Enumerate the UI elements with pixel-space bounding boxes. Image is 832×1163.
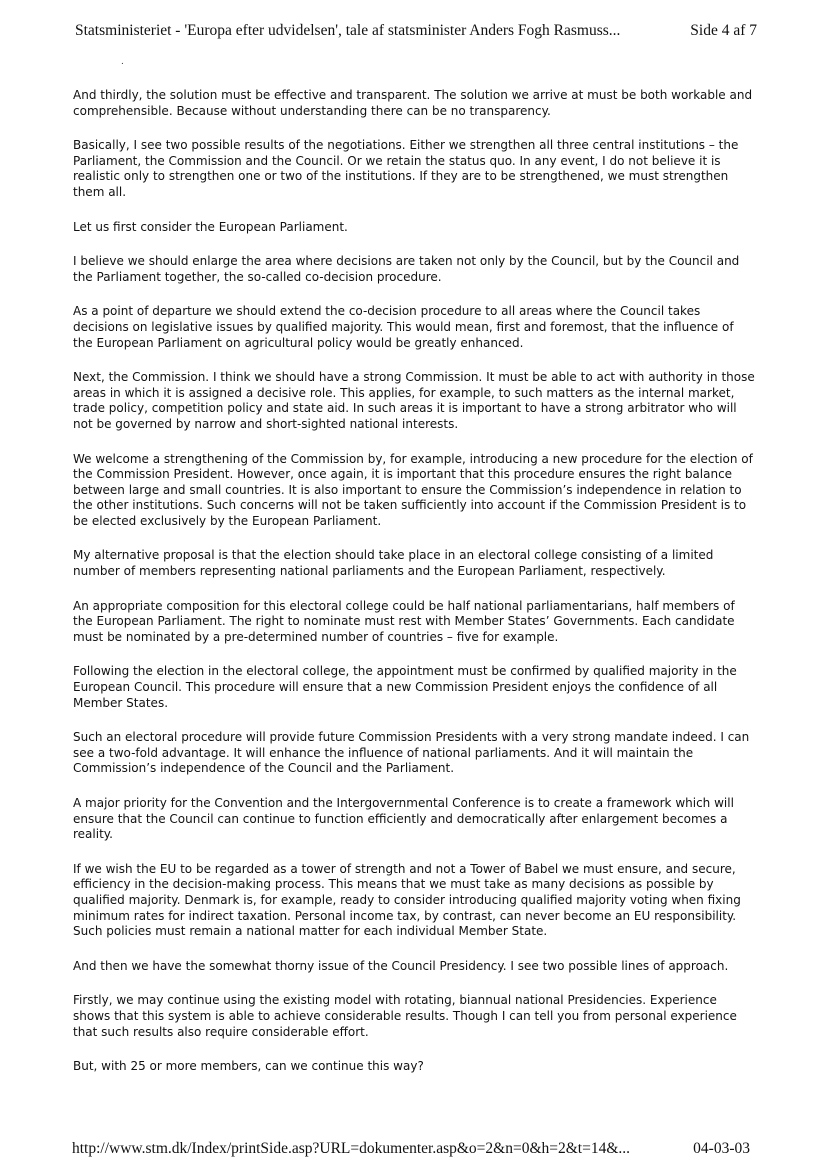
paragraph: Let us first consider the European Parliament. xyxy=(73,219,348,234)
print-date: 04-03-03 xyxy=(693,1140,750,1157)
paragraph: And thirdly, the solution must be effective and transparent. The solution we arrive at must be both workable and comprehensible. Because without understanding there can be no transparency. xyxy=(73,88,753,118)
page-number: Side 4 af 7 xyxy=(690,22,757,39)
page-header xyxy=(75,22,765,44)
paragraph: We welcome a strengthening of the Commission by, for example, introducing a new procedure for the election of the Commission President. However, once again, it is important that this procedure ensures the right balance between large and small countries. It is also important to ensure the Commission’s independence in relation to the other institutions. Such concerns will not be taken sufficiently into account if the Commission President is to be elected exclusively by the European Parliament. xyxy=(73,451,753,528)
paragraph: Such an electoral procedure will provide future Commission Presidents with a very strong mandate indeed. I can see a two-fold advantage. It will enhance the influence of national parliaments. And it will maintain the Commission’s independence of the Council and the Parliament. xyxy=(73,730,750,776)
paragraph: Firstly, we may continue using the existing model with rotating, biannual national Presidencies. Experience shows that this system is able to achieve considerable results. Though I can tell you from personal experience that such results also require considerable effort. xyxy=(73,993,737,1039)
paragraph: I believe we should enlarge the area where decisions are taken not only by the Council, but by the Council and the Parliament together, the so-called co-decision procedure. xyxy=(73,254,740,284)
paragraph: And then we have the somewhat thorny issue of the Council Presidency. I see two possible lines of approach. xyxy=(73,958,729,973)
paragraph: As a point of departure we should extend the co-decision procedure to all areas where the Council takes decisions on legislative issues by qualified majority. This would mean, first and foremost, that the influence of the European Parliament on agricultural policy would be greatly enhanced. xyxy=(73,304,734,350)
paragraph: My alternative proposal is that the election should take place in an electoral college consisting of a limited number of members representing national parliaments and the European Parliament, respectively. xyxy=(73,548,714,579)
page-footer xyxy=(72,1140,762,1160)
paragraph: Next, the Commission. I think we should have a strong Commission. It must be able to act with authority in those areas in which it is assigned a decisive role. This applies, for example, to such matters as the internal market, trade policy, competition policy and state aid. In such areas it is important to have a strong arbitrator who will not be governed by narrow and short-sighted national interests. xyxy=(73,370,755,431)
paragraph: If we wish the EU to be regarded as a tower of strength and not a Tower of Babel we must ensure, and secure, efficiency in the decision-making process. This means that we must take as many decisions as possible by qualified majority. Denmark is, for example, ready to consider introducing qualified majority voting when fixing minimum rates for indirect taxation. Personal income tax, by contrast, can never become an EU responsibility. Such policies must remain a national matter for each individual Member State. xyxy=(73,861,741,939)
paragraph: But, with 25 or more members, can we continue this way? xyxy=(73,1059,424,1074)
source-url: http://www.stm.dk/Index/printSide.asp?URL=dokumenter.asp&o=2&n=0&h=2&t=14&... xyxy=(72,1140,631,1157)
speech-body xyxy=(73,88,755,1094)
paragraph: An appropriate composition for this electoral college could be half national parliamentarians, half members of the European Parliament. The right to nominate must rest with Member States’ Governments. Each candidate must be nominated by a pre-determined number of countries – five for example. xyxy=(73,598,735,644)
document-title: Statsministeriet - 'Europa efter udvidelsen', tale af statsminister Anders Fogh Rasmuss... xyxy=(75,22,621,39)
stray-mark: . xyxy=(121,56,124,67)
paragraph: Following the election in the electoral college, the appointment must be confirmed by qualified majority in the European Council. This procedure will ensure that a new Commission President enjoys the confidence of all Member States. xyxy=(73,664,737,710)
paragraph: Basically, I see two possible results of the negotiations. Either we strengthen all three central institutions – the Parliament, the Commission and the Council. Or we retain the status quo. In any event, I do not believe it is realistic only to strengthen one or two of the institutions. If they are to be strengthened, we must strengthen them all. xyxy=(73,138,739,199)
paragraph: A major priority for the Convention and the Intergovernmental Conference is to create a framework which will ensure that the Council can continue to function efficiently and democratically after enlargement becomes a reality. xyxy=(73,796,734,842)
